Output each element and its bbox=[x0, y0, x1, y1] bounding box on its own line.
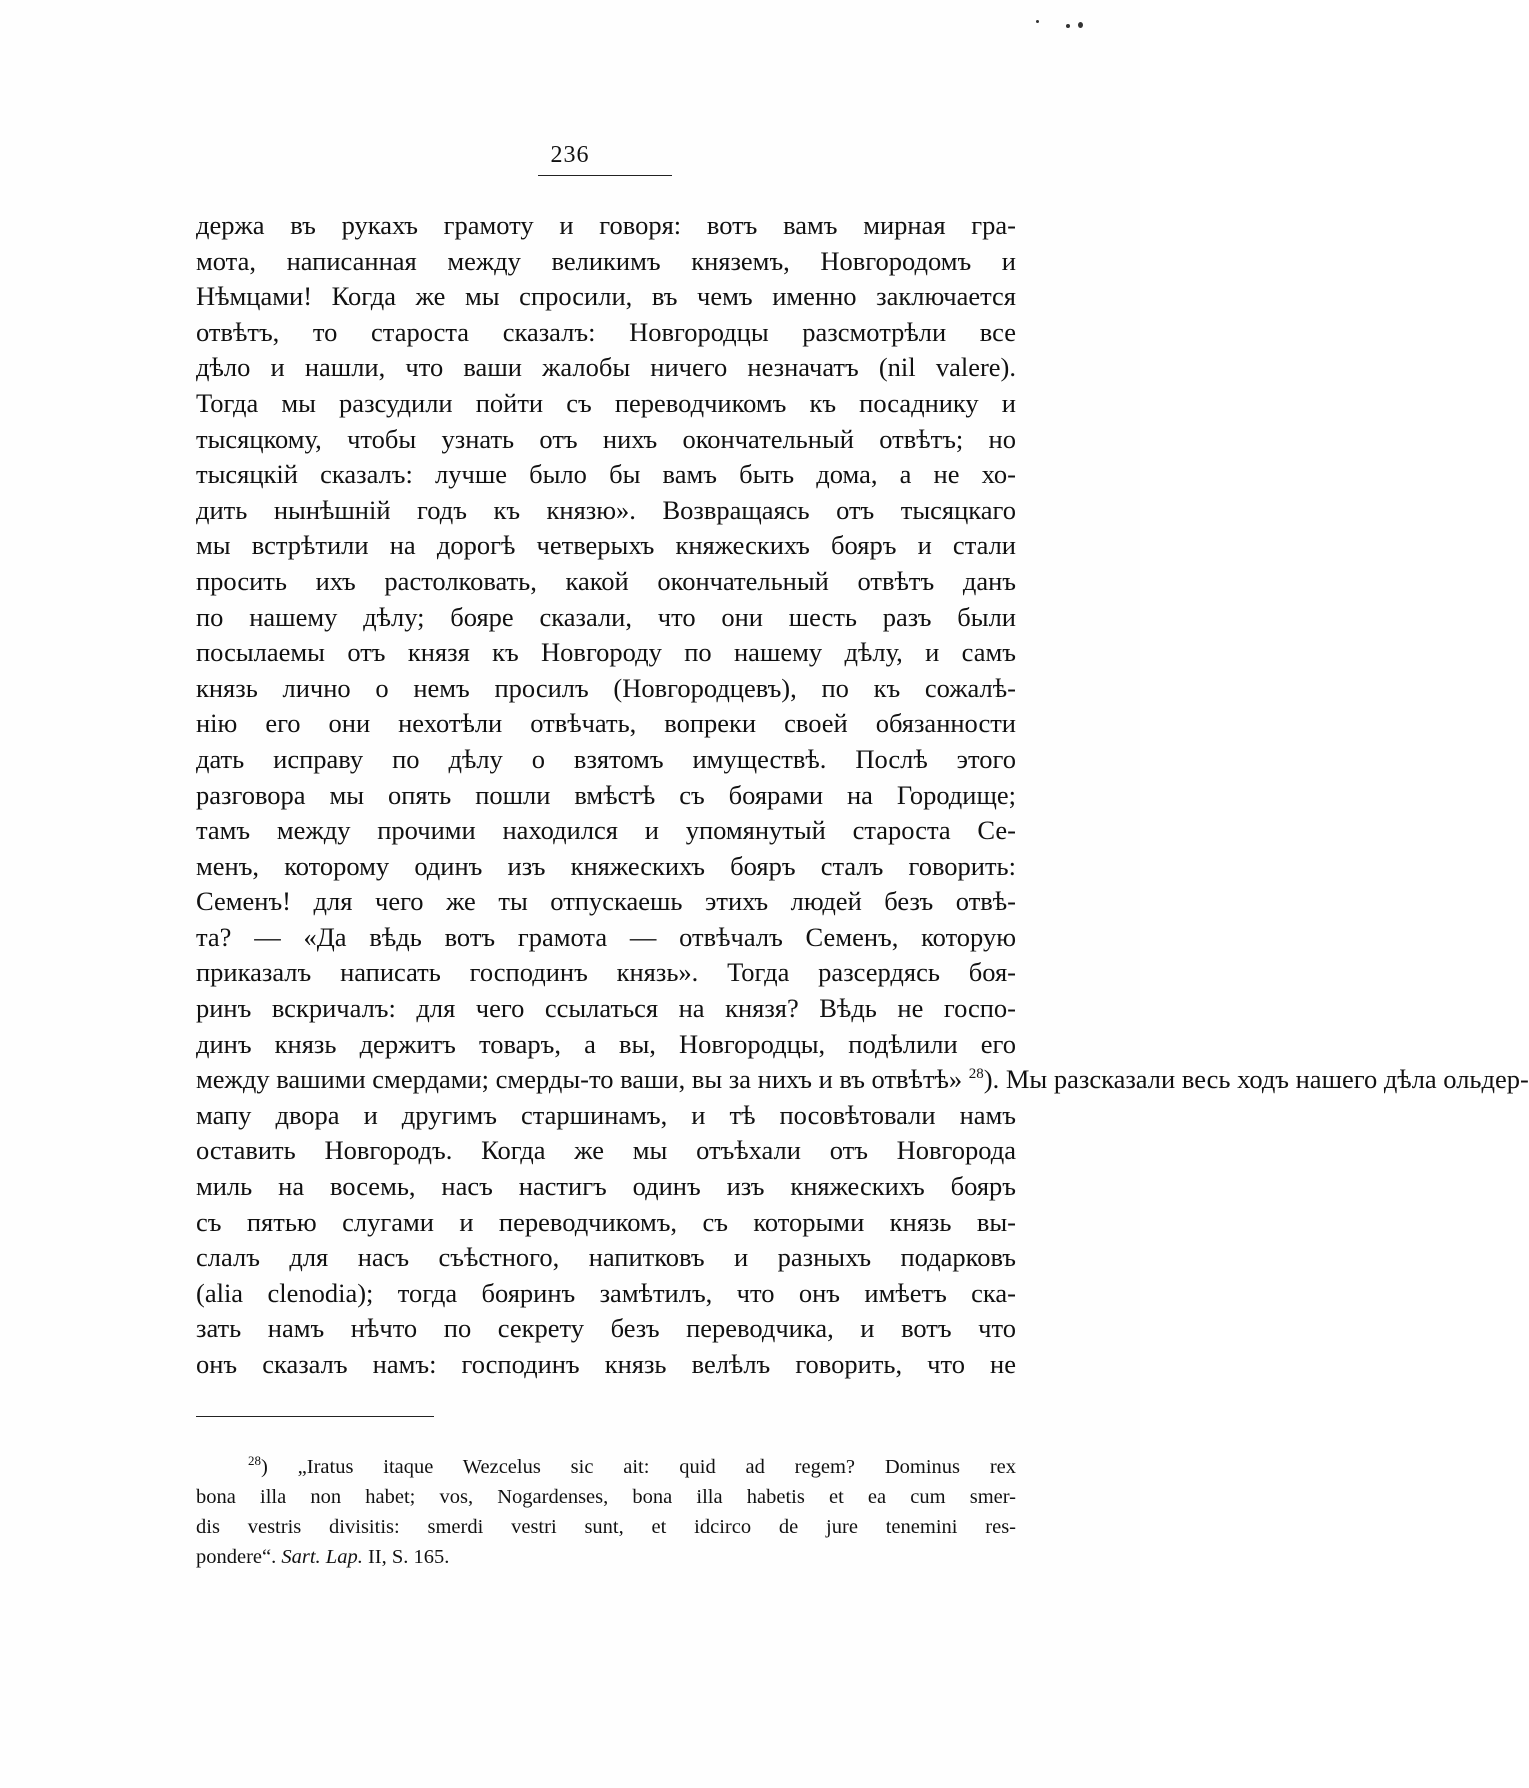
footnote-number: 28 bbox=[248, 1453, 261, 1468]
text-line: менъ, которому одинъ изъ княжескихъ бояръ сталъ говорить: bbox=[196, 850, 1016, 881]
footnote-text: pondere“. bbox=[196, 1546, 282, 1568]
print-speck bbox=[1036, 20, 1039, 23]
page-number: 236 bbox=[550, 142, 590, 168]
text-line: Тогда мы разсудили пойти съ переводчикомъ къ посаднику и bbox=[196, 387, 1016, 418]
text-line: та? — «Да вѣдь вотъ грамота — отвѣчалъ Семенъ, которую bbox=[196, 921, 1016, 952]
text-line: отвѣтъ, то староста сказалъ: Новгородцы разсмотрѣли все bbox=[196, 316, 1016, 347]
body-text bbox=[196, 208, 1529, 1418]
text-line: мота, написанная между великимъ княземъ, Новгородомъ и bbox=[196, 245, 1016, 276]
text-line: приказалъ написать господинъ князь». Тогда разсердясь боя- bbox=[196, 957, 1016, 988]
text-line: Нѣмцами! Когда же мы спросили, въ чемъ именно заключается bbox=[196, 281, 1016, 312]
text-line: дать исправу по дѣлу о взятомъ имуществѣ. Послѣ этого bbox=[196, 743, 1016, 774]
text-line: дѣло и нашли, что ваши жалобы ничего незначатъ (nil valere). bbox=[196, 352, 1016, 383]
text-line: просить ихъ растолковать, какой окончательный отвѣтъ данъ bbox=[196, 565, 1016, 596]
footnote-reference[interactable]: 28 bbox=[968, 1066, 984, 1083]
text-line: по нашему дѣлу; бояре сказали, что они шесть разъ были bbox=[196, 601, 1016, 632]
text-line: (alia clenodia); тогда бояринъ замѣтилъ, что онъ имѣетъ ска- bbox=[196, 1277, 1016, 1308]
footnote-line bbox=[196, 1542, 1016, 1572]
text-line: держа въ рукахъ грамоту и говоря: вотъ вамъ мирная гра- bbox=[196, 210, 1016, 240]
text-line: тысяцкому, чтобы узнать отъ нихъ окончательный отвѣтъ; но bbox=[196, 423, 1016, 454]
text-line: миль на восемь, насъ настигъ одинъ изъ княжескихъ бояръ bbox=[196, 1171, 1016, 1202]
text-line-part: ). Мы разсказали весь ходъ нашего дѣла ольдер- bbox=[983, 1064, 1529, 1095]
text-line: дить нынѣшній годъ къ князю». Возвращаясь отъ тысяцкаго bbox=[196, 494, 1016, 525]
text-line: слалъ для насъ съѣстного, напитковъ и разныхъ подарковъ bbox=[196, 1242, 1016, 1273]
text-line: оставить Новгородъ. Когда же мы отъѣхали отъ Новгорода bbox=[196, 1135, 1016, 1166]
footnote-separator bbox=[196, 1416, 434, 1417]
text-line: съ пятью слугами и переводчикомъ, съ которыми князь вы- bbox=[196, 1206, 1016, 1237]
text-line: мапу двора и другимъ старшинамъ, и тѣ посовѣтовали намъ bbox=[196, 1099, 1016, 1130]
print-speck bbox=[1066, 24, 1070, 28]
footnote-line bbox=[196, 1452, 1016, 1482]
print-speck bbox=[1078, 22, 1083, 28]
text-line: ринъ вскричалъ: для чего ссылаться на князя? Вѣдь не госпо- bbox=[196, 993, 1016, 1024]
text-line: тамъ между прочими находился и упомянутый староста Се- bbox=[196, 815, 1016, 846]
text-line: тысяцкій сказалъ: лучше было бы вамъ быть дома, а не хо- bbox=[196, 459, 1016, 490]
text-line: нію его они нехотѣли отвѣчать, вопреки своей обязанности bbox=[196, 708, 1016, 739]
text-line: разговора мы опять пошли вмѣстѣ съ боярами на Городище; bbox=[196, 779, 1016, 810]
text-line bbox=[196, 1062, 1529, 1098]
footnote-text: II, S. 165. bbox=[362, 1546, 450, 1568]
footnote-line: dis vestris divisitis: smerdi vestri sunt, et idcirco de jure tenemini res- bbox=[196, 1516, 1016, 1538]
footnote bbox=[196, 1452, 1016, 1572]
text-line: мы встрѣтили на дорогѣ четверыхъ княжескихъ бояръ и стали bbox=[196, 530, 1016, 561]
text-line bbox=[196, 1383, 1016, 1419]
footnote-text: ) „Iratus itaque Wezcelus sic ait: quid ad regem? Dominus rex bbox=[261, 1456, 1016, 1478]
page-number-rule bbox=[538, 175, 672, 176]
footnote-line: bona illa non habet; vos, Nogardenses, bona illa habetis et ea cum smer- bbox=[196, 1486, 1016, 1508]
text-line: Семенъ! для чего же ты отпускаешь этихъ людей безъ отвѣ- bbox=[196, 886, 1016, 917]
text-line: посылаемы отъ князя къ Новгороду по нашему дѣлу, и самъ bbox=[196, 637, 1016, 668]
text-line-part: между вашими смердами; смерды-то ваши, вы за нихъ и въ отвѣтѣ» bbox=[196, 1064, 969, 1095]
text-line: динъ князь держитъ товаръ, а вы, Новгородцы, подѣлили его bbox=[196, 1028, 1016, 1059]
text-line: онъ сказалъ намъ: господинъ князь велѣлъ говорить, что не bbox=[196, 1349, 1016, 1379]
text-line: князь лично о немъ просилъ (Новгородцевъ), по къ сожалѣ- bbox=[196, 672, 1016, 703]
text-line: зать намъ нѣчто по секрету безъ переводчика, и вотъ что bbox=[196, 1313, 1016, 1344]
footnote-citation: Sart. Lap. bbox=[281, 1546, 363, 1568]
